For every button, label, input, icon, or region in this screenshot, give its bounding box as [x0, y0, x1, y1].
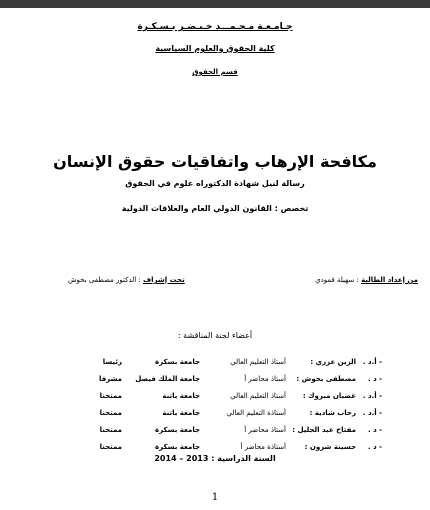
member-university: جامعة الملك فيصل — [135, 374, 200, 383]
document-page — [6, 8, 424, 510]
member-name: مصطفى بخوش : — [296, 374, 356, 383]
member-university: جامعة باتنة — [162, 391, 200, 400]
member-prefix: - أ.د . — [362, 391, 382, 400]
member-university: جامعة بسكرة — [155, 357, 200, 366]
student-name: : سهيلة قمودي — [315, 276, 359, 284]
member-university: جامعة بسكرة — [155, 442, 200, 451]
prepared-by — [315, 276, 418, 284]
member-prefix: - د . — [367, 425, 382, 434]
member-rank: أستاذ محاضر أ — [244, 425, 286, 434]
committee-table — [84, 353, 382, 455]
thesis-title: مكافحة الإرهاب واتفاقيات حقوق الإنسان — [53, 152, 377, 171]
member-rank: أستاذة التعليم العالي — [226, 408, 286, 417]
table-row — [84, 353, 382, 370]
member-prefix: - أ.د . — [362, 357, 382, 366]
member-rank: أستاذة محاضر أ — [240, 442, 286, 451]
member-prefix: - أ.د . — [362, 408, 382, 417]
table-row — [84, 370, 382, 387]
member-rank: أستاذ التعليم العالي — [230, 391, 286, 400]
member-role: ممتحنا — [99, 442, 122, 451]
table-row — [84, 438, 382, 455]
member-university: جامعة باتنة — [162, 408, 200, 417]
specialization: تخصص : القانون الدولي العام والعلاقات الدولية — [121, 204, 309, 213]
member-university: جامعة بسكرة — [155, 425, 200, 434]
supervised-by — [68, 276, 185, 284]
committee-heading: أعضاء لجنة المناقشة : — [177, 331, 253, 340]
member-name: رحاب شادية : — [309, 408, 356, 417]
thesis-subtitle: رسالة لنيل شهادة الدكتوراه علوم في الحقوق — [125, 179, 305, 188]
member-name: غضبان مبروك : — [302, 391, 356, 400]
member-role: ممتحنا — [99, 391, 122, 400]
member-name: حسينة شرون : — [304, 442, 356, 451]
table-row — [84, 387, 382, 404]
page-number: 1 — [211, 492, 219, 503]
member-role: ممتحنا — [99, 408, 122, 417]
member-role: رئيسا — [102, 357, 122, 366]
prepared-by-label: من إعداد الطالبة — [361, 276, 418, 284]
university-name: جـامـعـة مـحـمـــد خـيـضـر بـسـكـرة — [137, 22, 293, 32]
faculty-name: كلية الحقوق والعلوم السياسية — [155, 44, 275, 53]
member-rank: أستاذ التعليم العالي — [230, 357, 286, 366]
supervisor-label: تحت إشراف — [143, 276, 185, 284]
member-name: مفتاح عبد الجليل : — [292, 425, 356, 434]
table-row — [84, 404, 382, 421]
department-name: قسم الحقوق — [192, 68, 238, 76]
member-prefix: - د . — [367, 442, 382, 451]
member-role: مشرفا — [98, 374, 122, 383]
member-prefix: - د . — [367, 374, 382, 383]
member-role: ممتحنا — [99, 425, 122, 434]
member-rank: أستاذ محاضر أ — [244, 374, 286, 383]
viewer-top-bar — [0, 0, 430, 8]
member-name: الزين عزري : — [310, 357, 356, 366]
supervisor-name: : الدكتور مصطفى بخوش — [68, 276, 141, 284]
table-row — [84, 421, 382, 438]
academic-year: السنة الدراسية : 2013 – 2014 — [154, 454, 276, 463]
